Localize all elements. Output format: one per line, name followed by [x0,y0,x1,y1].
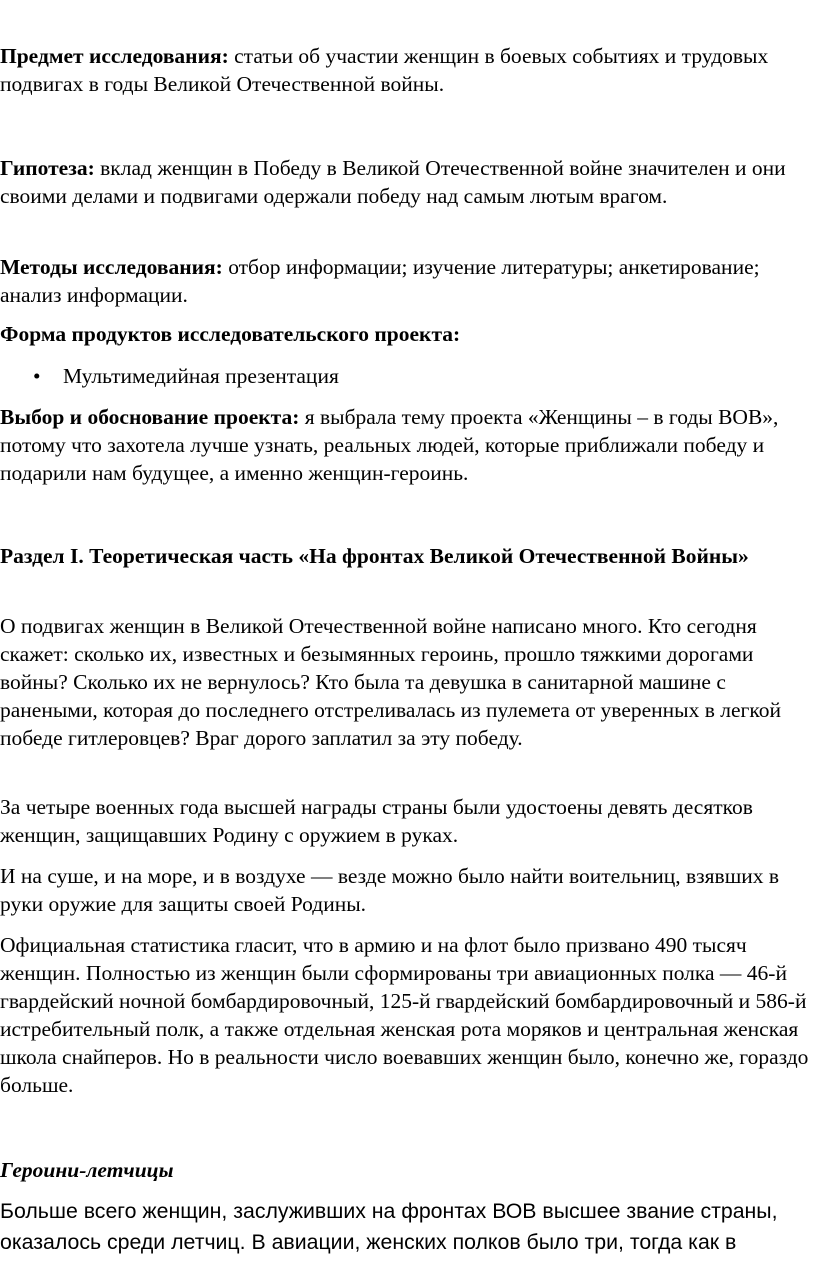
hypothesis-label: Гипотеза: [0,156,95,180]
body-paragraph: Официальная статистика гласит, что в армию и на флот было призвано 490 тысяч женщин. Полностью из женщин были сформированы три авиационных полка — 46-й гвардейский ночной бомбардировочный, 125-й гвардейский бомбардировочный и 586-й истребительный полк, а также отдельная женская рота моряков и центральная женская школа снайперов. Но в реальности число воевавших женщин было, конечно же, гораздо больше. [0,933,809,1097]
research-subject-text: статьи об участии женщин в боевых событиях и трудовых подвигах в годы Великой Отечественной войны. [0,44,769,96]
methods-paragraph [0,253,814,309]
list-item: Мультимедийная презентация [63,364,339,388]
justification-label: Выбор и обоснование проекта: [0,405,300,429]
justification-text: я выбрала тему проекта «Женщины – в годы ВОВ», потому что захотела лучше узнать, реальных людей, которые приближали победу и подарили нам будущее, а именно женщин-героинь. [0,405,779,485]
hypothesis-text: вклад женщин в Победу в Великой Отечественной войне значителен и они своими делами и подвигами одержали победу над самым лютым врагом. [0,156,786,208]
methods-text: отбор информации; изучение литературы; анкетирование; анализ информации. [0,255,760,307]
body-paragraph: О подвигах женщин в Великой Отечественной войне написано много. Кто сегодня скажет: сколько их, известных и безымянных героинь, прошло тяжкими дорогами войны? Сколько их не вернулось? Кто была та девушка в санитарной машине с ранеными, которая до последнего отстреливалась из пулемета от уверенных в легкой победе гитлеровцев? Враг дорого заплатил за эту победу. [0,614,781,750]
bullet-icon: • [33,364,41,388]
body-paragraph: За четыре военных года высшей награды страны были удостоены девять десятков женщин, защищавших Родину с оружием в руках. [0,795,753,847]
hypothesis-paragraph [0,154,814,210]
product-form-heading: Форма продуктов исследовательского проекта: [0,322,461,346]
closing-paragraph: Больше всего женщин, заслуживших на фронтах ВОВ высшее звание страны, оказалось среди летчиц. В авиации, женских полков было три, тогда как в [0,1199,778,1254]
research-subject-paragraph [0,42,814,98]
section-heading: Раздел I. Теоретическая часть «На фронтах Великой Отечественной Войны» [0,544,749,568]
justification-paragraph [0,403,814,487]
methods-label: Методы исследования: [0,255,223,279]
body-paragraph: И на суше, и на море, и в воздухе — везде можно было найти воительниц, взявших в руки оружие для защиты своей Родины. [0,864,780,916]
research-subject-label: Предмет исследования: [0,44,229,68]
subsection-heading: Героини-летчицы [0,1158,174,1182]
